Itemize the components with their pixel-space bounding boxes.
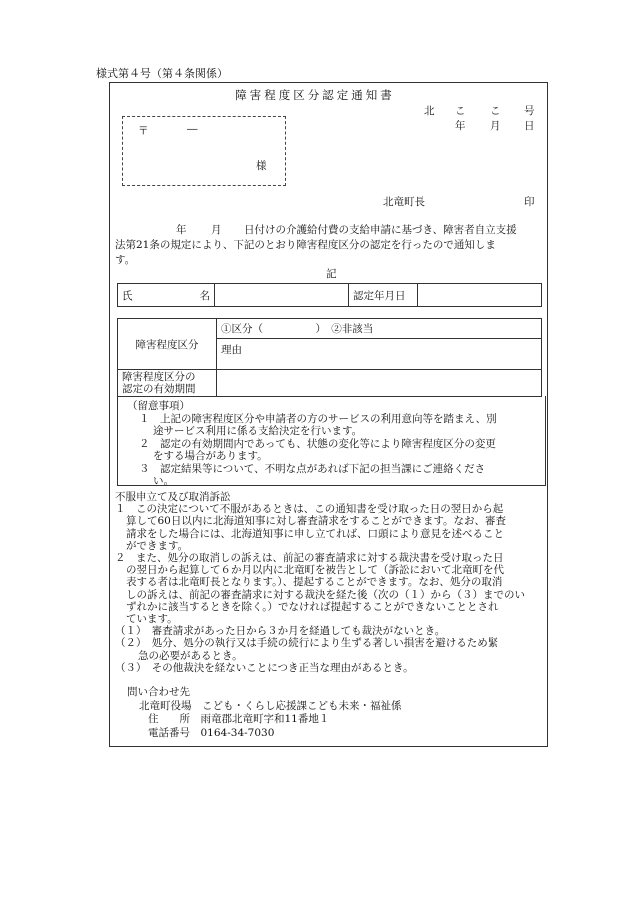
doc-number-ko2: こ — [490, 105, 501, 117]
doc-date-month: 月 — [490, 120, 501, 132]
contact-heading: 問い合わせ先 — [127, 686, 190, 698]
contact-office-value: こども・くらし応援課こども未来・福祉係 — [202, 699, 402, 712]
contact-phone-row — [127, 727, 555, 741]
intro-month: 月 — [211, 224, 222, 236]
category-option-cell: ①区分（ ） ②非該当 — [217, 319, 542, 339]
category-label-cell: 障害程度区分 — [118, 319, 217, 370]
note-item-1b: 途サービス利用に係る支給決定を行います。 — [153, 425, 363, 437]
addressee-sama: 様 — [256, 160, 267, 172]
notes-heading: （留意事項） — [127, 400, 190, 412]
note-item-3a: ３ 認定結果等について、不明な点があれば下記の担当課にご連絡くださ — [139, 462, 486, 475]
contact-phone-label: 電話番号 — [148, 726, 190, 739]
reason-cell: 理由 — [217, 339, 542, 370]
doc-date-day: 日 — [524, 120, 535, 132]
document-title: 障害程度区分認定通知書 — [235, 88, 395, 102]
date-value-cell — [418, 284, 542, 307]
sender-seal: 印 — [524, 196, 535, 208]
name-value-cell — [215, 284, 349, 307]
validity-label-2: 認定の有効期間 — [122, 383, 196, 395]
appeal-line: ています。 — [126, 613, 178, 626]
sender-name: 北竜町長 — [383, 196, 425, 208]
appeal-heading: 不服申立て及び取消訴訟 — [115, 491, 231, 503]
contact-address-value: 雨竜郡北竜町字和11番地１ — [200, 713, 330, 725]
name-label-2: 名 — [199, 289, 210, 302]
contact-section — [127, 686, 555, 740]
appeal-line: 算して60日以内に北海道知事に対し審査請求をすることができます。なお、審査 — [126, 515, 507, 528]
notes-text — [127, 400, 537, 488]
appeal-line: １ この決定について不服があるときは、この通知書を受け取った日の翌日から起 — [115, 503, 504, 516]
contact-phone-value: 0164-34-7030 — [200, 726, 275, 739]
appeal-line: の翌日から起算して６か月以内に北竜町を被告として（訴訟において北竜町を代 — [126, 564, 504, 577]
appeal-line: ができます。 — [126, 539, 189, 552]
doc-number-go: 号 — [524, 105, 535, 117]
doc-number-prefix: 北 — [424, 105, 435, 117]
note-item-3b: い。 — [153, 475, 174, 487]
appeal-line: 急の必要があるとき。 — [138, 649, 243, 662]
validity-label-cell — [118, 370, 217, 397]
intro-line-2: 法第21条の規定により、下記のとおり障害程度区分の認定を行ったので通知しま — [115, 239, 496, 251]
doc-date-year: 年 — [455, 120, 466, 132]
appeal-line: ずれかに該当するときを除く。）でなければ提起することができないこととされ — [126, 600, 499, 613]
note-item-2b: をする場合があります。 — [153, 450, 268, 462]
postal-dash: ― — [187, 123, 198, 135]
doc-number-ko1: こ — [455, 105, 466, 117]
contact-office-row — [127, 700, 555, 714]
appeal-line: 表する者は北竜町長となります。）、提起することができます。なお、処分の取消 — [126, 576, 503, 589]
appeal-line: （２） 処分、処分の執行又は手続の続行により生ずる著しい損害を避けるため緊 — [115, 637, 499, 650]
postal-mark: 〒 — [138, 125, 149, 137]
category-table — [117, 318, 542, 397]
appeal-section — [115, 491, 543, 674]
intro-line-1: 日付けの介護給付費の支給申請に基づき、障害者自立支援 — [244, 224, 517, 236]
appeal-line: しの訴えは、前記の審査請求に対する裁決を経た後（次の（１）から（３）までのい — [126, 588, 525, 601]
appeal-line: ２ また、処分の取消しの訴えは、前記の審査請求に対する裁決書を受け取った日 — [115, 552, 504, 565]
validity-value-cell — [217, 370, 542, 397]
appeal-line: 請求をした場合には、北海道知事に申し立てれば、口頭により意見を述べること — [126, 527, 504, 540]
note-item-1a: １ 上記の障害程度区分や申請者の方のサービスの利用意向等を踏まえ、別 — [139, 412, 497, 425]
intro-year: 年 — [176, 224, 187, 236]
contact-address-row — [127, 713, 555, 727]
date-label-cell: 認定年月日 — [349, 284, 418, 307]
note-item-2a: ２ 認定の有効期間内であっても、状態の変化等により障害程度区分の変更 — [139, 437, 496, 450]
form-id: 様式第４号（第４条関係） — [96, 67, 228, 80]
appeal-line: （３） その他裁決を経ないことにつき正当な理由があるとき。 — [115, 661, 414, 674]
contact-address-label: 住 所 — [148, 713, 190, 725]
appeal-line: （１） 審査請求があった日から３か月を経過しても裁決がないとき。 — [115, 625, 446, 638]
name-label-1: 氏 — [122, 289, 133, 302]
validity-label-1: 障害程度区分の — [122, 371, 196, 383]
contact-office-label: 北竜町役場 — [139, 699, 192, 712]
name-label-cell — [118, 284, 215, 307]
intro-line-3: す。 — [115, 254, 136, 266]
name-date-table — [117, 283, 542, 307]
ki-label: 記 — [326, 268, 337, 280]
